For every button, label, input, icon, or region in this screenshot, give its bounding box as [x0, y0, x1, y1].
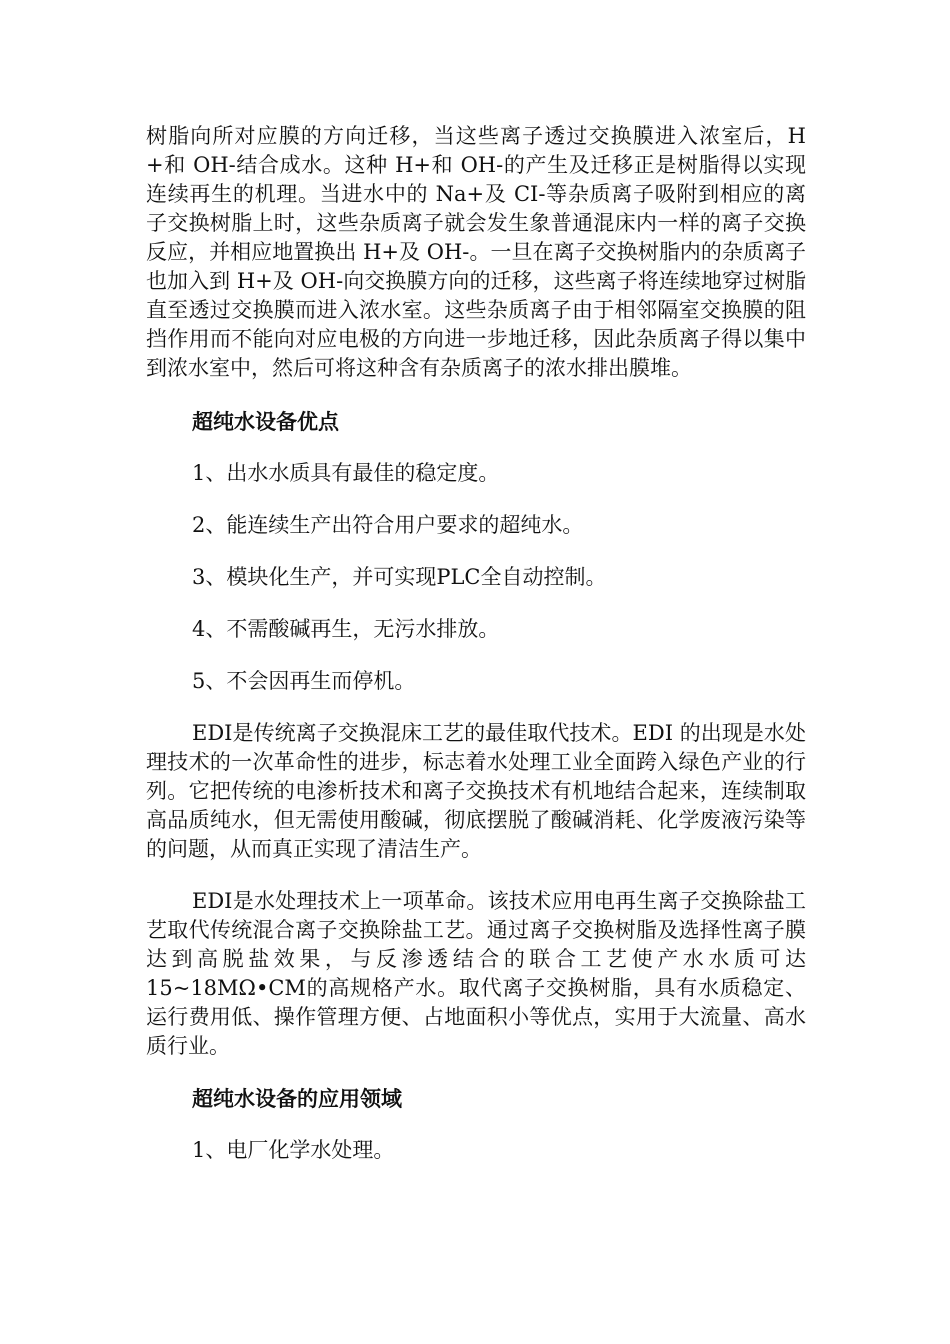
document-page [146, 122, 806, 1188]
applications-heading: 超纯水设备的应用领域 [192, 1086, 402, 1111]
advantage-item: 4、不需酸碱再生，无污水排放。 [192, 617, 500, 641]
intro-paragraph: 树脂向所对应膜的方向迁移，当这些离子透过交换膜进入浓室后，H +和 OH-结合成水。这种 H+和 OH-的产生及迁移正是树脂得以实现连续再生的机理。当进水中的 Na+及 CI-等杂质离子吸附到相应的离子交换树脂上时，这些杂质离子就会发生象普通混床内一样的离子交换反应，并相应地置换出 H+及 OH-。一旦在离子交换树脂内的杂质离子也加入到 H+及 OH-向交换膜方向的迁移，这些离子将连续地穿过树脂直至透过交换膜而进入浓水室。这些杂质离子由于相邻隔室交换膜的阻挡作用而不能向对应电极的方向进一步地迁移，因此杂质离子得以集中到浓水室中，然后可将这种含有杂质离子的浓水排出膜堆。 [146, 124, 806, 380]
advantage-item: 2、能连续生产出符合用户要求的超纯水。 [192, 513, 584, 537]
edi-paragraph-1: EDI是传统离子交换混床工艺的最佳取代技术。EDI 的出现是水处理技术的一次革命性的进步，标志着水处理工业全面跨入绿色产业的行列。它把传统的电渗析技术和离子交换技术有机地结合起来，连续制取高品质纯水，但无需使用酸碱，彻底摆脱了酸碱消耗、化学废液污染等的问题，从而真正实现了清洁生产。 [146, 721, 806, 861]
advantage-item: 5、不会因再生而停机。 [192, 669, 416, 693]
advantage-item: 3、模块化生产，并可实现PLC全自动控制。 [192, 565, 607, 589]
advantage-item: 1、出水水质具有最佳的稳定度。 [192, 461, 500, 485]
application-item: 1、电厂化学水处理。 [192, 1138, 395, 1162]
advantages-heading: 超纯水设备优点 [192, 409, 339, 434]
edi-paragraph-2: EDI是水处理技术上一项革命。该技术应用电再生离子交换除盐工艺取代传统混合离子交换除盐工艺。通过离子交换树脂及选择性离子膜达到高脱盐效果，与反渗透结合的联合工艺使产水水质可达15~18MΩ•CM的高规格产水。取代离子交换树脂，具有水质稳定、运行费用低、操作管理方便、占地面积小等优点，实用于大流量、高水质行业。 [146, 889, 806, 1058]
